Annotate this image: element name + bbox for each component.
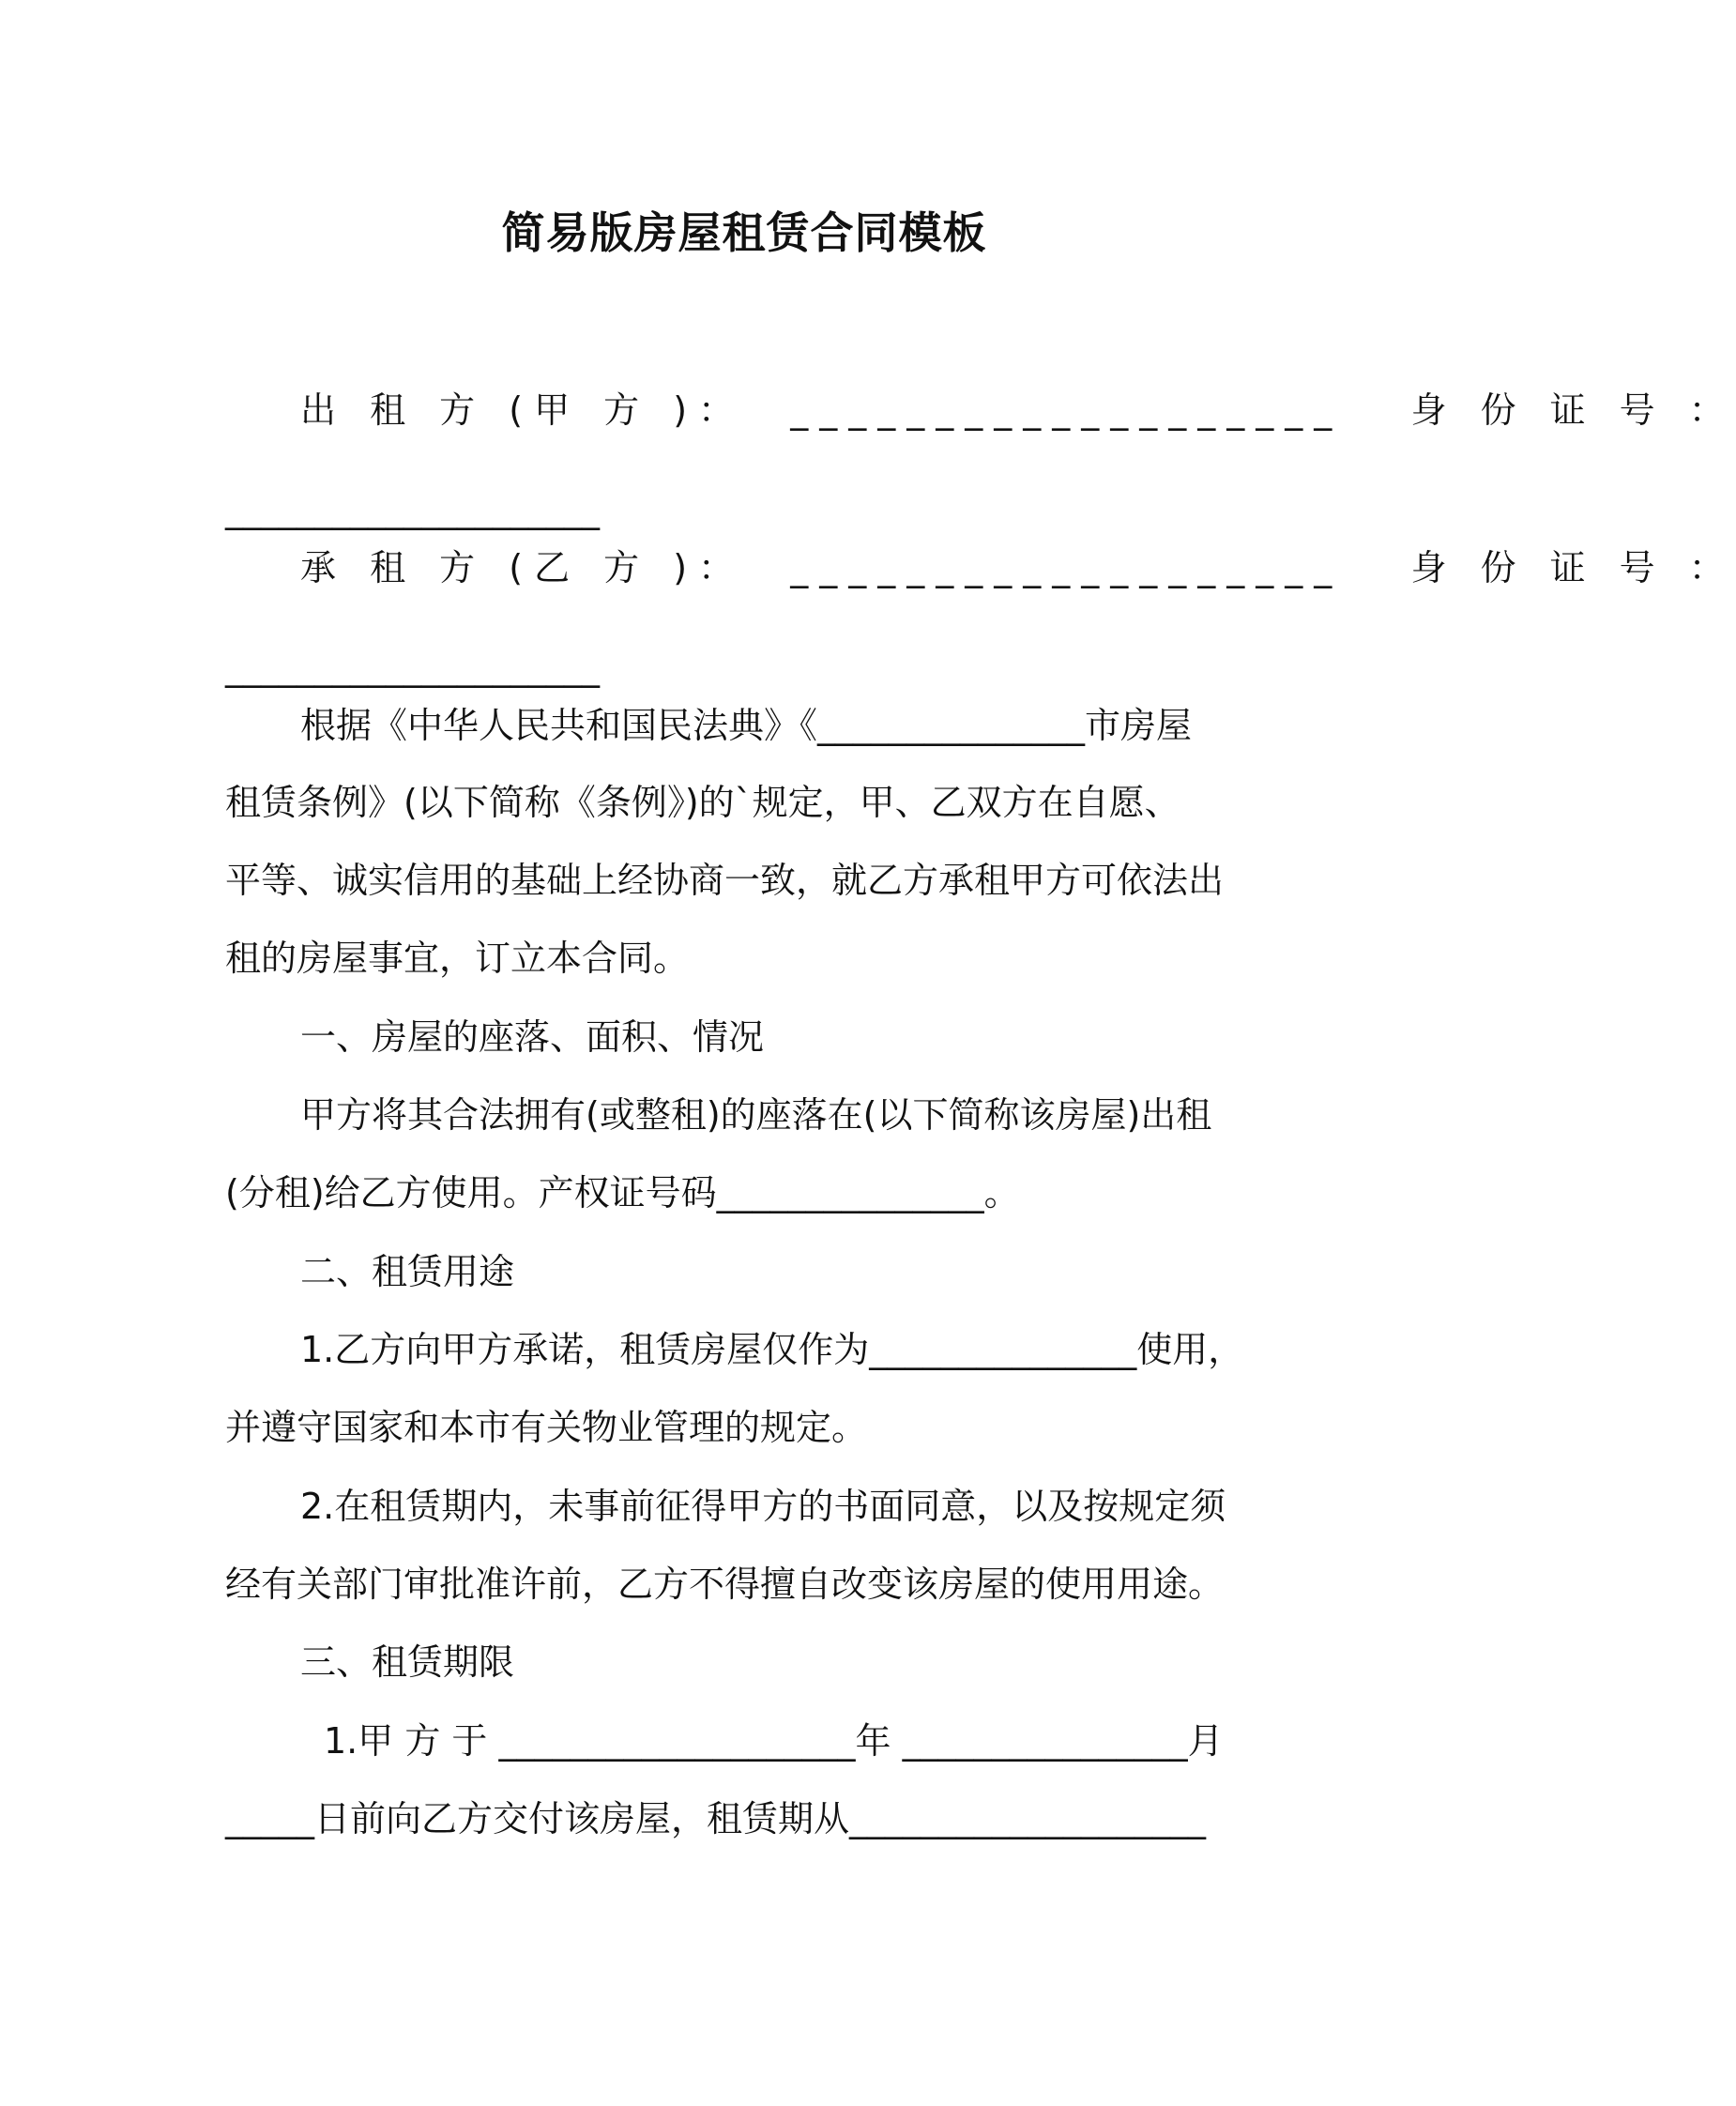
section-1-line-1: 甲方将其合法拥有(或整租)的座落在(以下简称该房屋)出租 — [300, 1094, 1212, 1136]
preamble-line-1: 根据《中华人民共和国民法典》《_______________市房屋 — [300, 705, 1193, 746]
section-3-item-1-line-2: _____日前向乙方交付该房屋，租赁期从____________________ — [225, 1798, 1207, 1839]
lessee-id-blank: _____________________ — [225, 647, 600, 688]
section-2-item-1-line-2: 并遵守国家和本市有关物业管理的规定。 — [225, 1407, 868, 1448]
section-3-item-1-line-1: 1.甲 方 于 ____________________年 ________________月 — [324, 1720, 1224, 1762]
preamble-line-4: 租的房屋事宜，订立本合同。 — [225, 938, 690, 979]
preamble-line-2: 租赁条例》(以下简称《条例》)的`规定，甲、乙双方在自愿、 — [225, 782, 1180, 823]
section-2-heading: 二、租赁用途 — [300, 1251, 515, 1292]
section-1-heading: 一、房屋的座落、面积、情况 — [300, 1016, 765, 1058]
lessee-line: 承 租 方 (乙 方 )： ___________________ 身 份 证 号 ： — [300, 547, 1736, 588]
section-2-item-2-line-1: 2.在租赁期内，未事前征得甲方的书面同意，以及按规定须 — [300, 1486, 1226, 1527]
lessor-line: 出 租 方 (甲 方 )： ___________________ 身 份 证 号 ： — [300, 389, 1736, 431]
section-2-item-1-line-1: 1.乙方向甲方承诺，租赁房屋仅作为_______________使用， — [300, 1329, 1244, 1370]
lessor-id-blank: _____________________ — [225, 489, 600, 530]
section-2-item-2-line-2: 经有关部门审批准许前，乙方不得擅自改变该房屋的使用用途。 — [225, 1564, 1225, 1605]
document-title: 简易版房屋租赁合同模板 — [501, 207, 987, 258]
preamble-line-3: 平等、诚实信用的基础上经协商一致，就乙方承租甲方可依法出 — [225, 860, 1225, 901]
section-1-line-2: (分租)给乙方使用。产权证号码_______________。 — [225, 1172, 1020, 1213]
section-3-heading: 三、租赁期限 — [300, 1641, 515, 1683]
